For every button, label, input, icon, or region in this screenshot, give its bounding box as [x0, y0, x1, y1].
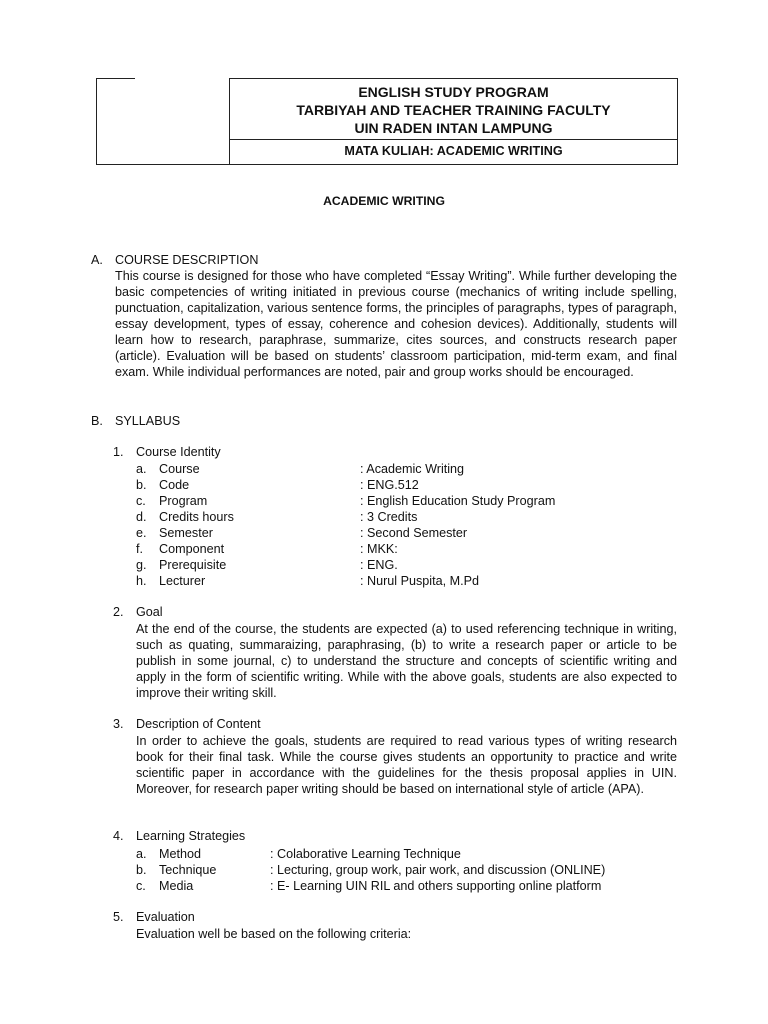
item-title: Evaluation — [136, 910, 195, 924]
list-item — [136, 461, 677, 477]
section-letter: A. — [91, 253, 103, 267]
content-heading — [113, 717, 261, 731]
item-letter: a. — [136, 462, 147, 476]
list-item — [136, 493, 677, 509]
item-label: Method — [159, 847, 202, 861]
list-item — [136, 509, 677, 525]
item-label: Code — [159, 478, 190, 492]
list-item — [136, 862, 677, 878]
document-title: ACADEMIC WRITING — [323, 194, 445, 208]
section-title: SYLLABUS — [115, 414, 181, 428]
program-name: ENGLISH STUDY PROGRAM — [358, 84, 549, 100]
item-label: Semester — [159, 526, 213, 540]
header-box — [96, 78, 678, 165]
item-letter: g. — [136, 558, 147, 572]
faculty-name: TARBIYAH AND TEACHER TRAINING FACULTY — [296, 102, 611, 118]
item-letter: b. — [136, 478, 147, 492]
section-b-heading — [91, 414, 180, 428]
list-item — [136, 477, 677, 493]
item-letter: f. — [136, 542, 143, 556]
item-letter: b. — [136, 863, 147, 877]
item-title: Learning Strategies — [136, 829, 246, 843]
item-title: Course Identity — [136, 445, 221, 459]
item-title: Description of Content — [136, 717, 261, 731]
section-letter: B. — [91, 414, 103, 428]
item-label: Program — [159, 494, 208, 508]
course-name: MATA KULIAH: ACADEMIC WRITING — [344, 144, 563, 158]
strategies-list — [136, 846, 677, 894]
item-letter: e. — [136, 526, 147, 540]
list-item — [136, 573, 677, 589]
item-title: Goal — [136, 605, 163, 619]
logo-cell — [97, 78, 230, 164]
course-description-text: This course is designed for those who have completed “Essay Writing”. While further developing the basic competencies of writing initiated in previous course (mechanics of writing include spelling, punctuation, capitalization, various sentence forms, the principles of paragraphs, types of paragraph, essay development, types of essay, coherence and cohesion devices). Additionally, students will learn how to research, paraphrase, summarize, cites sources, and constructs research paper (article). Evaluation will be based on students’ classroom participation, mid-term exam, and final exam. While individual performances are noted, pair and group works should be encouraged. — [115, 269, 677, 379]
item-letter: c. — [136, 494, 146, 508]
item-label: Media — [159, 879, 194, 893]
item-value: : Lecturing, group work, pair work, and discussion (ONLINE) — [270, 863, 606, 877]
item-label: Prerequisite — [159, 558, 227, 572]
item-value: : E- Learning UIN RIL and others supporting online platform — [270, 879, 602, 893]
strategies-heading — [113, 829, 245, 843]
item-number: 1. — [113, 445, 124, 459]
item-letter: d. — [136, 510, 147, 524]
item-value: : Nurul Puspita, M.Pd — [360, 574, 479, 588]
item-value: : ENG.512 — [360, 478, 419, 492]
item-label: Component — [159, 542, 225, 556]
section-title: COURSE DESCRIPTION — [115, 253, 259, 267]
list-item — [136, 525, 677, 541]
item-value: : 3 Credits — [360, 510, 418, 524]
goal-heading — [113, 605, 163, 619]
header-title-cell — [230, 78, 677, 164]
section-a-heading — [91, 253, 258, 267]
item-number: 5. — [113, 910, 124, 924]
evaluation-heading — [113, 910, 195, 924]
item-letter: a. — [136, 847, 147, 861]
university-name: UIN RADEN INTAN LAMPUNG — [354, 120, 553, 136]
item-value: : English Education Study Program — [360, 494, 556, 508]
item-value: : Colaborative Learning Technique — [270, 847, 461, 861]
item-number: 3. — [113, 717, 124, 731]
list-item — [136, 541, 677, 557]
item-letter: c. — [136, 879, 146, 893]
item-label: Credits hours — [159, 510, 234, 524]
list-item — [136, 557, 677, 573]
item-letter: h. — [136, 574, 147, 588]
item-label: Lecturer — [159, 574, 206, 588]
item-value: : MKK: — [360, 542, 398, 556]
item-value: : ENG. — [360, 558, 398, 572]
goal-text: At the end of the course, the students are expected (a) to used referencing technique in writing, such as quating, summaraizing, paraphrasing, (b) to write a research paper or article to be publish in some journal, c) to understand the structure and concepts of scientific writing and apply in the form of scientific writing. While with the above goals, students are also expected to improve their writing skill. — [136, 622, 677, 700]
item-number: 2. — [113, 605, 124, 619]
course-identity-heading — [113, 445, 221, 459]
item-label: Course — [159, 462, 200, 476]
item-value: : Academic Writing — [360, 462, 465, 476]
course-identity-list — [136, 461, 677, 589]
item-label: Technique — [159, 863, 217, 877]
institution-block — [230, 78, 677, 140]
item-number: 4. — [113, 829, 124, 843]
list-item — [136, 878, 677, 894]
list-item — [136, 846, 677, 862]
content-text: In order to achieve the goals, students are required to read various types of writing research book for their final task. While the course gives students an opportunity to practice and write scientific paper in accordance with the guidelines for the thesis proposal applies in UIN. Moreover, for research paper writing should be based on international style of article (APA). — [136, 734, 677, 796]
evaluation-text: Evaluation well be based on the following criteria: — [136, 927, 412, 941]
item-value: : Second Semester — [360, 526, 468, 540]
